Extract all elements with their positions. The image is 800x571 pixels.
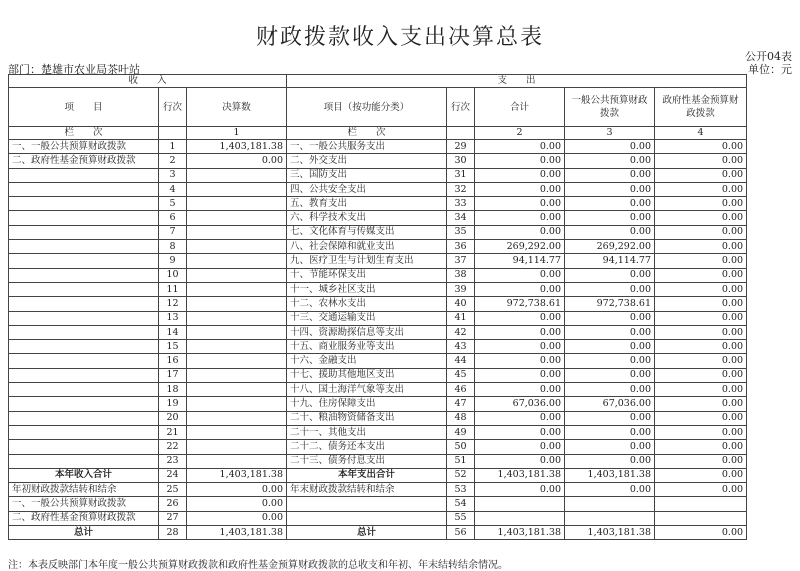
- expense-fund: 0.00: [655, 268, 747, 282]
- expense-general: 0.00: [565, 225, 655, 239]
- summary-income-item: 本年收入合计: [9, 468, 159, 482]
- expense-general: 0.00: [565, 140, 655, 154]
- income-line: 13: [159, 311, 187, 325]
- income-amount: [187, 268, 287, 282]
- expense-fund: 0.00: [655, 325, 747, 339]
- income-line: 23: [159, 454, 187, 468]
- summary-expense-item: 年末财政拨款结转和结余: [287, 483, 447, 497]
- expense-line: 34: [447, 211, 475, 225]
- expense-fund: 0.00: [655, 368, 747, 382]
- summary-income-line: 24: [159, 468, 187, 482]
- expense-fund: 0.00: [655, 311, 747, 325]
- item-header: 项 目: [9, 88, 159, 127]
- income-amount: [187, 397, 287, 411]
- income-item: [9, 268, 159, 282]
- expense-total: 0.00: [475, 325, 565, 339]
- expense-fund: 0.00: [655, 197, 747, 211]
- summary-expense-general: 0.00: [565, 483, 655, 497]
- expense-general: 0.00: [565, 268, 655, 282]
- summary-expense-line: 52: [447, 468, 475, 482]
- expense-total: 94,114.77: [475, 254, 565, 268]
- expense-general: 0.00: [565, 354, 655, 368]
- expense-line: 30: [447, 154, 475, 168]
- summary-expense-general: [565, 511, 655, 525]
- expense-total: 0.00: [475, 411, 565, 425]
- income-line: 3: [159, 168, 187, 182]
- summary-expense-fund: [655, 511, 747, 525]
- income-line: 16: [159, 354, 187, 368]
- expense-line: 46: [447, 383, 475, 397]
- expense-general: 0.00: [565, 282, 655, 296]
- summary-income-item: 二、政府性基金预算财政拨款: [9, 511, 159, 525]
- summary-expense-fund: 0.00: [655, 483, 747, 497]
- summary-expense-general: 1,403,181.38: [565, 526, 655, 540]
- summary-income-amount: 1,403,181.38: [187, 468, 287, 482]
- income-amount: 1,403,181.38: [187, 140, 287, 154]
- income-item: [9, 297, 159, 311]
- expense-total: 0.00: [475, 368, 565, 382]
- expense-general: 269,292.00: [565, 240, 655, 254]
- expense-item: 五、教育支出: [287, 197, 447, 211]
- expense-fund: 0.00: [655, 225, 747, 239]
- expense-line: 39: [447, 282, 475, 296]
- expense-total: 0.00: [475, 197, 565, 211]
- expense-general: 0.00: [565, 325, 655, 339]
- expense-item: 十九、住房保障支出: [287, 397, 447, 411]
- general-budget-header: 一般公共预算财政拨款: [565, 88, 655, 127]
- income-line: 6: [159, 211, 187, 225]
- income-line: 4: [159, 182, 187, 196]
- income-amount: [187, 211, 287, 225]
- expense-total: 0.00: [475, 425, 565, 439]
- col-number-4: 4: [655, 127, 747, 140]
- income-amount: [187, 440, 287, 454]
- department-label: 部门：楚雄市农业局茶叶站: [8, 63, 140, 76]
- expense-general: 972,738.61: [565, 297, 655, 311]
- summary-income-line: 27: [159, 511, 187, 525]
- expense-total: 0.00: [475, 140, 565, 154]
- expense-item: 十八、国土海洋气象等支出: [287, 383, 447, 397]
- expense-line: 35: [447, 225, 475, 239]
- footnote: 注：本表反映部门本年度一般公共预算财政拨款和政府性基金预算财政拨款的总收支和年初、年末结转结余情况。: [8, 560, 508, 571]
- income-line: 17: [159, 368, 187, 382]
- expense-item: 七、文化体育与传媒支出: [287, 225, 447, 239]
- summary-expense-item: 总计: [287, 526, 447, 540]
- table-row: [9, 368, 747, 382]
- col-number-3: 3: [565, 127, 655, 140]
- expense-item: 一、一般公共服务支出: [287, 140, 447, 154]
- expense-line: 36: [447, 240, 475, 254]
- income-amount: [187, 354, 287, 368]
- header-row-sections: [9, 75, 747, 88]
- expense-item: 六、科学技术支出: [287, 211, 447, 225]
- income-line: 14: [159, 325, 187, 339]
- summary-income-amount: 0.00: [187, 497, 287, 511]
- summary-expense-total: 0.00: [475, 483, 565, 497]
- item-func-header: 项目（按功能分类）: [287, 88, 447, 127]
- expense-line: 50: [447, 440, 475, 454]
- expense-line: 42: [447, 325, 475, 339]
- income-line: 20: [159, 411, 187, 425]
- income-amount: [187, 340, 287, 354]
- income-line: 15: [159, 340, 187, 354]
- summary-income-amount: 1,403,181.38: [187, 526, 287, 540]
- expense-line: 31: [447, 168, 475, 182]
- expense-item: 十、节能环保支出: [287, 268, 447, 282]
- expense-total: 0.00: [475, 311, 565, 325]
- expense-line: 41: [447, 311, 475, 325]
- income-amount: [187, 282, 287, 296]
- summary-income-item: 年初财政拨款结转和结余: [9, 483, 159, 497]
- expense-item: 二十三、债务付息支出: [287, 454, 447, 468]
- summary-expense-total: 1,403,181.38: [475, 526, 565, 540]
- expense-item: 二十二、债务还本支出: [287, 440, 447, 454]
- expense-total: 0.00: [475, 168, 565, 182]
- income-amount: [187, 182, 287, 196]
- expense-general: 0.00: [565, 368, 655, 382]
- income-item: [9, 368, 159, 382]
- expense-fund: 0.00: [655, 383, 747, 397]
- expense-fund: 0.00: [655, 354, 747, 368]
- col-empty-a: [159, 127, 187, 140]
- income-item: [9, 411, 159, 425]
- expense-item: 四、公共安全支出: [287, 182, 447, 196]
- income-amount: [187, 368, 287, 382]
- income-amount: [187, 240, 287, 254]
- expense-general: 0.00: [565, 154, 655, 168]
- summary-expense-fund: 0.00: [655, 526, 747, 540]
- expense-fund: 0.00: [655, 211, 747, 225]
- income-item: [9, 383, 159, 397]
- income-item: [9, 397, 159, 411]
- table-row: [9, 154, 747, 168]
- expense-line: 32: [447, 182, 475, 196]
- expense-general: 0.00: [565, 340, 655, 354]
- table-row: [9, 240, 747, 254]
- income-line: 10: [159, 268, 187, 282]
- expense-fund: 0.00: [655, 182, 747, 196]
- expense-total: 0.00: [475, 154, 565, 168]
- expense-line: 43: [447, 340, 475, 354]
- expense-line: 47: [447, 397, 475, 411]
- table-row: [9, 383, 747, 397]
- summary-expense-item: [287, 497, 447, 511]
- income-item: [9, 168, 159, 182]
- summary-expense-fund: [655, 497, 747, 511]
- income-item: 二、政府性基金预算财政拨款: [9, 154, 159, 168]
- expense-item: 十六、金融支出: [287, 354, 447, 368]
- table-row: [9, 297, 747, 311]
- income-item: [9, 197, 159, 211]
- income-line: 2: [159, 154, 187, 168]
- table-row: [9, 440, 747, 454]
- header-row-col-numbers: [9, 127, 747, 140]
- income-line: 9: [159, 254, 187, 268]
- table-row: [9, 425, 747, 439]
- expense-general: 0.00: [565, 197, 655, 211]
- table-row: [9, 411, 747, 425]
- summary-income-line: 26: [159, 497, 187, 511]
- summary-expense-line: 53: [447, 483, 475, 497]
- income-amount: [187, 168, 287, 182]
- table-row: [9, 454, 747, 468]
- income-item: [9, 440, 159, 454]
- summary-income-item: 一、一般公共预算财政拨款: [9, 497, 159, 511]
- income-item: [9, 254, 159, 268]
- total-header: 合计: [475, 88, 565, 127]
- expense-general: 0.00: [565, 383, 655, 397]
- expense-line: 45: [447, 368, 475, 382]
- summary-row: [9, 483, 747, 497]
- income-amount: [187, 454, 287, 468]
- expense-fund: 0.00: [655, 340, 747, 354]
- income-line: 21: [159, 425, 187, 439]
- expense-total: 0.00: [475, 454, 565, 468]
- table-row: [9, 225, 747, 239]
- expense-line: 38: [447, 268, 475, 282]
- table-row: [9, 211, 747, 225]
- expense-item: 八、社会保障和就业支出: [287, 240, 447, 254]
- expense-section-header: 支 出: [287, 75, 747, 88]
- summary-expense-general: [565, 497, 655, 511]
- table-row: [9, 268, 747, 282]
- expense-item: 十二、农林水支出: [287, 297, 447, 311]
- summary-expense-total: 1,403,181.38: [475, 468, 565, 482]
- expense-fund: 0.00: [655, 154, 747, 168]
- expense-fund: 0.00: [655, 282, 747, 296]
- expense-general: 67,036.00: [565, 397, 655, 411]
- expense-general: 94,114.77: [565, 254, 655, 268]
- income-item: 一、一般公共预算财政拨款: [9, 140, 159, 154]
- expense-general: 0.00: [565, 311, 655, 325]
- table-row: [9, 340, 747, 354]
- income-item: [9, 182, 159, 196]
- summary-expense-total: [475, 511, 565, 525]
- summary-income-line: 28: [159, 526, 187, 540]
- income-item: [9, 425, 159, 439]
- expense-fund: 0.00: [655, 254, 747, 268]
- form-number: 公开04表: [745, 50, 792, 63]
- header-row-columns: [9, 88, 747, 127]
- expense-general: 0.00: [565, 440, 655, 454]
- summary-expense-general: 1,403,181.38: [565, 468, 655, 482]
- budget-table: [8, 74, 747, 540]
- expense-line: 44: [447, 354, 475, 368]
- income-amount: [187, 325, 287, 339]
- expense-total: 0.00: [475, 340, 565, 354]
- income-item: [9, 354, 159, 368]
- col-empty-b: [447, 127, 475, 140]
- income-amount: [187, 197, 287, 211]
- expense-total: 0.00: [475, 440, 565, 454]
- col-number-2: 2: [475, 127, 565, 140]
- income-item: [9, 240, 159, 254]
- table-row: [9, 182, 747, 196]
- income-item: [9, 211, 159, 225]
- col-label: 栏 次: [9, 127, 159, 140]
- expense-fund: 0.00: [655, 440, 747, 454]
- income-amount: [187, 425, 287, 439]
- expense-fund: 0.00: [655, 411, 747, 425]
- line-header: 行次: [159, 88, 187, 127]
- expense-item: 二十一、其他支出: [287, 425, 447, 439]
- expense-item: 三、国防支出: [287, 168, 447, 182]
- income-line: 12: [159, 297, 187, 311]
- summary-income-line: 25: [159, 483, 187, 497]
- expense-fund: 0.00: [655, 454, 747, 468]
- gov-fund-header: 政府性基金预算财政拨款: [655, 88, 747, 127]
- income-item: [9, 454, 159, 468]
- table-row: [9, 325, 747, 339]
- expense-general: 0.00: [565, 168, 655, 182]
- income-line: 11: [159, 282, 187, 296]
- income-section-header: 收 入: [9, 75, 287, 88]
- summary-expense-fund: 0.00: [655, 468, 747, 482]
- income-amount: [187, 411, 287, 425]
- expense-fund: 0.00: [655, 297, 747, 311]
- expense-general: 0.00: [565, 454, 655, 468]
- table-row: [9, 354, 747, 368]
- income-line: 18: [159, 383, 187, 397]
- income-item: [9, 325, 159, 339]
- expense-total: 0.00: [475, 182, 565, 196]
- income-line: 22: [159, 440, 187, 454]
- summary-income-item: 总计: [9, 526, 159, 540]
- income-item: [9, 311, 159, 325]
- expense-general: 0.00: [565, 425, 655, 439]
- summary-row: [9, 468, 747, 482]
- income-amount: [187, 225, 287, 239]
- income-line: 1: [159, 140, 187, 154]
- table-row: [9, 311, 747, 325]
- table-row: [9, 254, 747, 268]
- income-amount: [187, 311, 287, 325]
- table-row: [9, 197, 747, 211]
- expense-total: 269,292.00: [475, 240, 565, 254]
- line2-header: 行次: [447, 88, 475, 127]
- summary-expense-total: [475, 497, 565, 511]
- table-row: [9, 140, 747, 154]
- table-row: [9, 282, 747, 296]
- final-amount-header: 决算数: [187, 88, 287, 127]
- income-item: [9, 340, 159, 354]
- expense-line: 49: [447, 425, 475, 439]
- expense-fund: 0.00: [655, 425, 747, 439]
- col-label-2: 栏 次: [287, 127, 447, 140]
- expense-total: 0.00: [475, 225, 565, 239]
- summary-expense-item: 本年支出合计: [287, 468, 447, 482]
- expense-fund: 0.00: [655, 168, 747, 182]
- table-row: [9, 168, 747, 182]
- income-line: 5: [159, 197, 187, 211]
- expense-item: 十三、交通运输支出: [287, 311, 447, 325]
- income-line: 19: [159, 397, 187, 411]
- income-item: [9, 225, 159, 239]
- income-item: [9, 282, 159, 296]
- expense-total: 0.00: [475, 354, 565, 368]
- summary-expense-line: 55: [447, 511, 475, 525]
- income-line: 8: [159, 240, 187, 254]
- expense-total: 67,036.00: [475, 397, 565, 411]
- income-amount: [187, 297, 287, 311]
- expense-item: 二、外交支出: [287, 154, 447, 168]
- expense-item: 十四、资源勘探信息等支出: [287, 325, 447, 339]
- expense-total: 0.00: [475, 383, 565, 397]
- income-amount: [187, 383, 287, 397]
- expense-item: 十五、商业服务业等支出: [287, 340, 447, 354]
- unit-label: 单位：元: [748, 63, 792, 76]
- expense-total: 0.00: [475, 268, 565, 282]
- summary-row: [9, 511, 747, 525]
- expense-item: 十一、城乡社区支出: [287, 282, 447, 296]
- expense-item: 九、医疗卫生与计划生育支出: [287, 254, 447, 268]
- expense-fund: 0.00: [655, 240, 747, 254]
- expense-fund: 0.00: [655, 140, 747, 154]
- summary-expense-item: [287, 511, 447, 525]
- expense-general: 0.00: [565, 182, 655, 196]
- summary-income-amount: 0.00: [187, 511, 287, 525]
- summary-row: [9, 497, 747, 511]
- col-number-1: 1: [187, 127, 287, 140]
- expense-general: 0.00: [565, 211, 655, 225]
- expense-item: 二十、粮油物资储备支出: [287, 411, 447, 425]
- income-amount: 0.00: [187, 154, 287, 168]
- summary-income-amount: 0.00: [187, 483, 287, 497]
- report-title: 财政拨款收入支出决算总表: [255, 25, 544, 50]
- expense-line: 37: [447, 254, 475, 268]
- expense-line: 40: [447, 297, 475, 311]
- income-amount: [187, 254, 287, 268]
- expense-fund: 0.00: [655, 397, 747, 411]
- summary-expense-line: 54: [447, 497, 475, 511]
- income-line: 7: [159, 225, 187, 239]
- expense-total: 0.00: [475, 282, 565, 296]
- expense-total: 972,738.61: [475, 297, 565, 311]
- expense-line: 33: [447, 197, 475, 211]
- expense-line: 29: [447, 140, 475, 154]
- table-row: [9, 397, 747, 411]
- expense-item: 十七、援助其他地区支出: [287, 368, 447, 382]
- expense-line: 48: [447, 411, 475, 425]
- summary-row: [9, 526, 747, 540]
- expense-line: 51: [447, 454, 475, 468]
- expense-general: 0.00: [565, 411, 655, 425]
- expense-total: 0.00: [475, 211, 565, 225]
- summary-expense-line: 56: [447, 526, 475, 540]
